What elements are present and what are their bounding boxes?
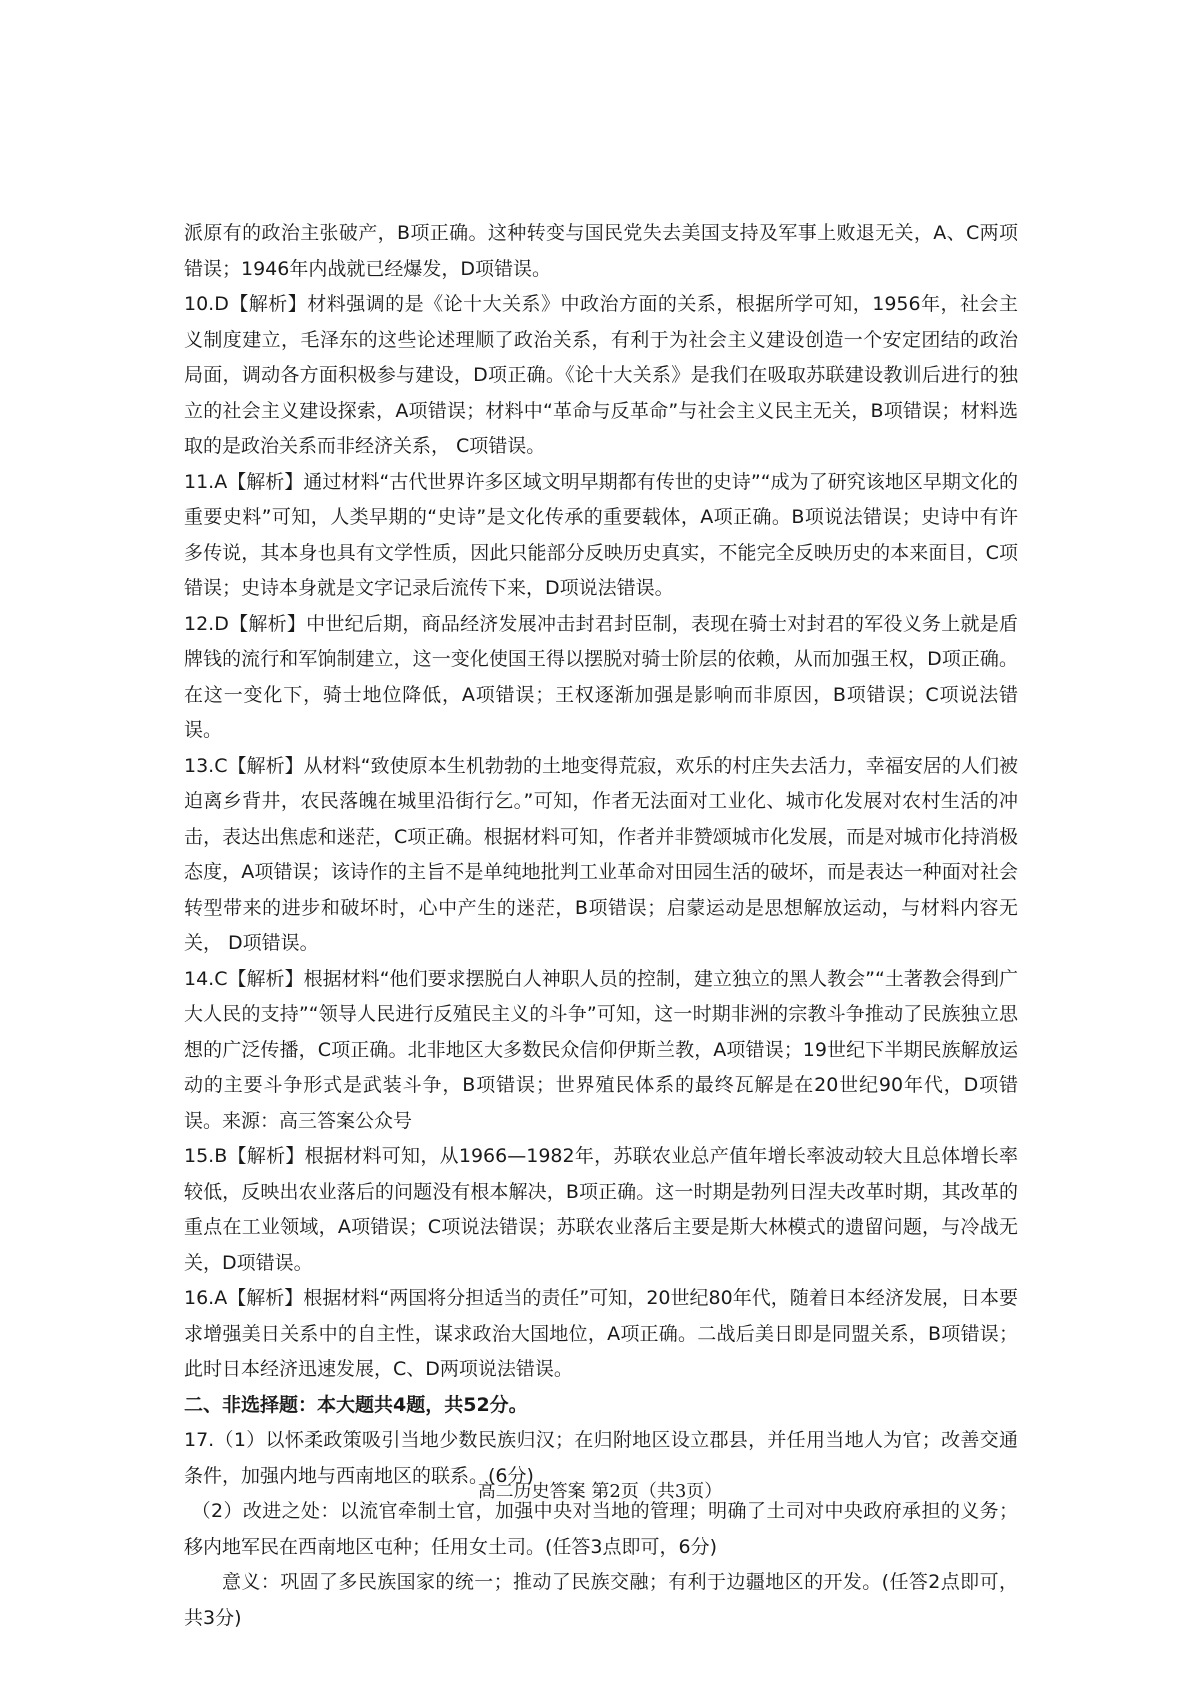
answer-paragraph-q11: 11.A【解析】通过材料“古代世界许多区域文明早期都有传世的史诗”“成为了研究该地区早期文化的重要史料”可知，人类早期的“史诗”是文化传承的重要载体，A项正确。B项说法错误；史诗中有许多传说，其本身也具有文学性质，因此只能部分反映历史真实，不能完全反映历史的本来面目，C项错误；史诗本身就是文字记录后流传下来，D项说法错误。 bbox=[184, 470, 1018, 599]
answer-paragraph-q10: 10.D【解析】材料强调的是《论十大关系》中政治方面的关系，根据所学可知，1956年，社会主义制度建立，毛泽东的这些论述理顺了政治关系，有利于为社会主义建设创造一个安定团结的政治局面，调动各方面积极参与建设，D项正确。《论十大关系》是我们在吸取苏联建设教训后进行的独立的社会主义建设探索，A项错误；材料中“革命与反革命”与社会主义民主无关，B项错误；材料选取的是政治关系而非经济关系， C项错误。 bbox=[184, 293, 1018, 457]
answer-q17-part1: 17.（1）以怀柔政策吸引当地少数民族归汉；在归附地区设立郡县，并任用当地人为官；改善交通条件，加强内地与西南地区的联系。(6分) bbox=[184, 1429, 1018, 1487]
page-footer: 高二历史答案 第2页（共3页） bbox=[477, 1481, 723, 1502]
answer-paragraph-q16: 16.A【解析】根据材料“两国将分担适当的责任”可知，20世纪80年代，随着日本经济发展，日本要求增强美日关系中的自主性，谋求政治大国地位，A项正确。二战后美日即是同盟关系，B项错误；此时日本经济迅速发展，C、D两项说法错误。 bbox=[184, 1287, 1018, 1380]
answer-q17-significance: 意义：巩固了多民族国家的统一；推动了民族交融；有利于边疆地区的开发。(任答2点即可，共3分) bbox=[184, 1571, 1018, 1629]
answer-paragraph-q12: 12.D【解析】中世纪后期，商品经济发展冲击封君封臣制，表现在骑士对封君的军役义务上就是盾牌钱的流行和军饷制建立，这一变化使国王得以摆脱对骑士阶层的依赖，从而加强王权，D项正确。在这一变化下，骑士地位降低，A项错误；王权逐渐加强是影响而非原因，B项错误；C项说法错误。 bbox=[184, 612, 1018, 741]
answer-paragraph-continued: 派原有的政治主张破产，B项正确。这种转变与国民党失去美国支持及军事上败退无关，A、C两项错误；1946年内战就已经爆发，D项错误。 bbox=[184, 222, 1018, 280]
answer-q17-part2: （2）改进之处：以流官牵制土官，加强中央对当地的管理；明确了土司对中央政府承担的义务；移内地军民在西南地区屯种；任用女土司。(任答3点即可，6分) bbox=[184, 1500, 1018, 1558]
answer-content bbox=[184, 216, 1018, 1636]
section-heading: 二、非选择题：本大题共4题，共52分。 bbox=[184, 1393, 528, 1416]
answer-paragraph-q13: 13.C【解析】从材料“致使原本生机勃勃的土地变得荒寂，欢乐的村庄失去活力，幸福安居的人们被迫离乡背井，农民落魄在城里沿街行乞。”可知，作者无法面对工业化、城市化发展对农村生活的冲击，表达出焦虑和迷茫，C项正确。根据材料可知，作者并非赞颂城市化发展，而是对城市化持消极态度，A项错误；该诗作的主旨不是单纯地批判工业革命对田园生活的破坏，而是表达一种面对社会转型带来的进步和破坏时，心中产生的迷茫，B项错误；启蒙运动是思想解放运动，与材料内容无关， D项错误。 bbox=[184, 754, 1018, 954]
answer-paragraph-q15: 15.B【解析】根据材料可知，从1966—1982年，苏联农业总产值年增长率波动较大且总体增长率较低，反映出农业落后的问题没有根本解决，B项正确。这一时期是勃列日涅夫改革时期，其改革的重点在工业领域，A项错误；C项说法错误；苏联农业落后主要是斯大林模式的遗留问题，与冷战无关，D项错误。 bbox=[184, 1145, 1018, 1274]
answer-paragraph-q14: 14.C【解析】根据材料“他们要求摆脱白人神职人员的控制，建立独立的黑人教会”“土著教会得到广大人民的支持”“领导人民进行反殖民主义的斗争”可知，这一时期非洲的宗教斗争推动了民族独立思想的广泛传播，C项正确。北非地区大多数民众信仰伊斯兰教，A项错误；19世纪下半期民族解放运动的主要斗争形式是武装斗争，B项错误；世界殖民体系的最终瓦解是在20世纪90年代，D项错误。来源：高三答案公众号 bbox=[184, 967, 1018, 1132]
